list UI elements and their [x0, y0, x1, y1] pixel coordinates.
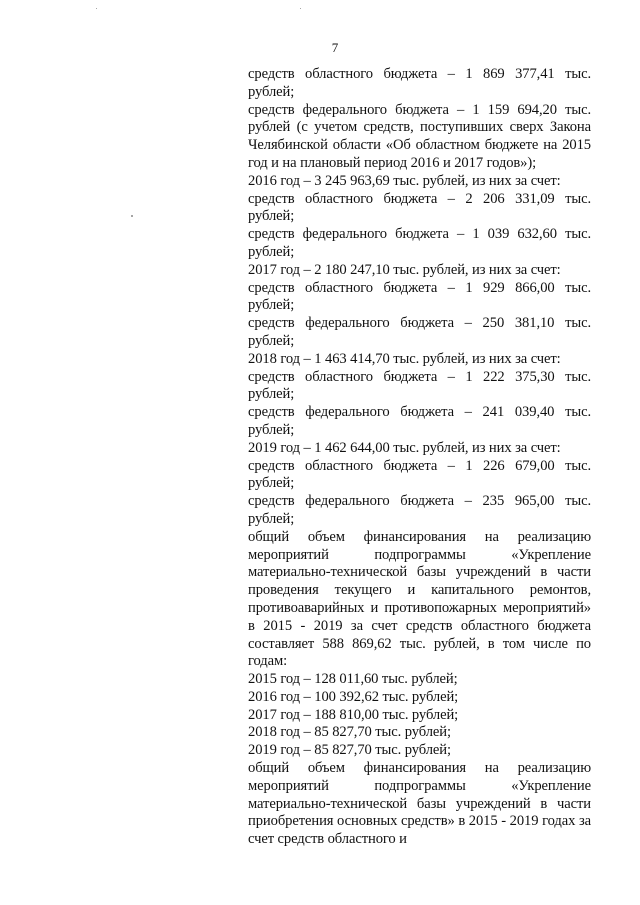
page-number: 7 [331, 40, 339, 55]
paragraph: средств федерального бюджета – 241 039,40 тыс. рублей; [248, 404, 591, 438]
paragraph: 2018 год – 85 827,70 тыс. рублей; [248, 724, 451, 741]
scan-speck [300, 8, 301, 9]
paragraph: 2017 год – 2 180 247,10 тыс. рублей, из них за счет: [248, 261, 561, 278]
paragraph: средств областного бюджета – 1 929 866,00 тыс. рублей; [248, 279, 591, 314]
paragraph: средств федерального бюджета – 1 159 694,20 тыс. рублей (с учетом средств, поступивших сверх Закона Челябинской области «Об областном бюджете на 2015 год и на плановый период 2016 и 2017 годов»); [248, 101, 591, 171]
scan-speck [131, 215, 133, 217]
paragraph: средств областного бюджета – 1 222 375,30 тыс. рублей; [248, 368, 591, 403]
document-body [248, 66, 591, 849]
paragraph: общий объем финансирования на реализацию мероприятий подпрограммы «Укрепление материально-технической базы учреждений в части проведения текущего и капитального ремонтов, противоаварийных и противопожарных мероприятий» в 2015 - 2019 за счет средств областного бюджета составляет 588 869,62 тыс. рублей, в том числе по годам: [248, 528, 591, 670]
paragraph: 2015 год – 128 011,60 тыс. рублей; [248, 671, 458, 688]
paragraph: средств федерального бюджета – 235 965,00 тыс. рублей; [248, 493, 591, 527]
paragraph: средств областного бюджета – 2 206 331,09 тыс. рублей; [248, 190, 591, 225]
scan-speck [96, 8, 97, 9]
paragraph: 2016 год – 100 392,62 тыс. рублей; [248, 688, 459, 705]
paragraph: средств областного бюджета – 1 226 679,00 тыс. рублей; [248, 457, 591, 492]
paragraph: 2018 год – 1 463 414,70 тыс. рублей, из них за счет: [248, 350, 561, 367]
paragraph: 2019 год – 85 827,70 тыс. рублей; [248, 742, 451, 759]
paragraph: средств областного бюджета – 1 869 377,41 тыс. рублей; [248, 66, 591, 100]
paragraph: 2016 год – 3 245 963,69 тыс. рублей, из них за счет: [248, 172, 561, 189]
paragraph: средств федерального бюджета – 1 039 632,60 тыс. рублей; [248, 226, 591, 260]
paragraph: общий объем финансирования на реализацию мероприятий подпрограммы «Укрепление материально-технической базы учреждений в части приобретения основных средств» в 2015 - 2019 годах за счет средств областного и [248, 760, 591, 848]
paragraph: 2017 год – 188 810,00 тыс. рублей; [248, 706, 459, 723]
paragraph: средств федерального бюджета – 250 381,10 тыс. рублей; [248, 315, 591, 349]
paragraph: 2019 год – 1 462 644,00 тыс. рублей, из них за счет: [248, 439, 561, 456]
